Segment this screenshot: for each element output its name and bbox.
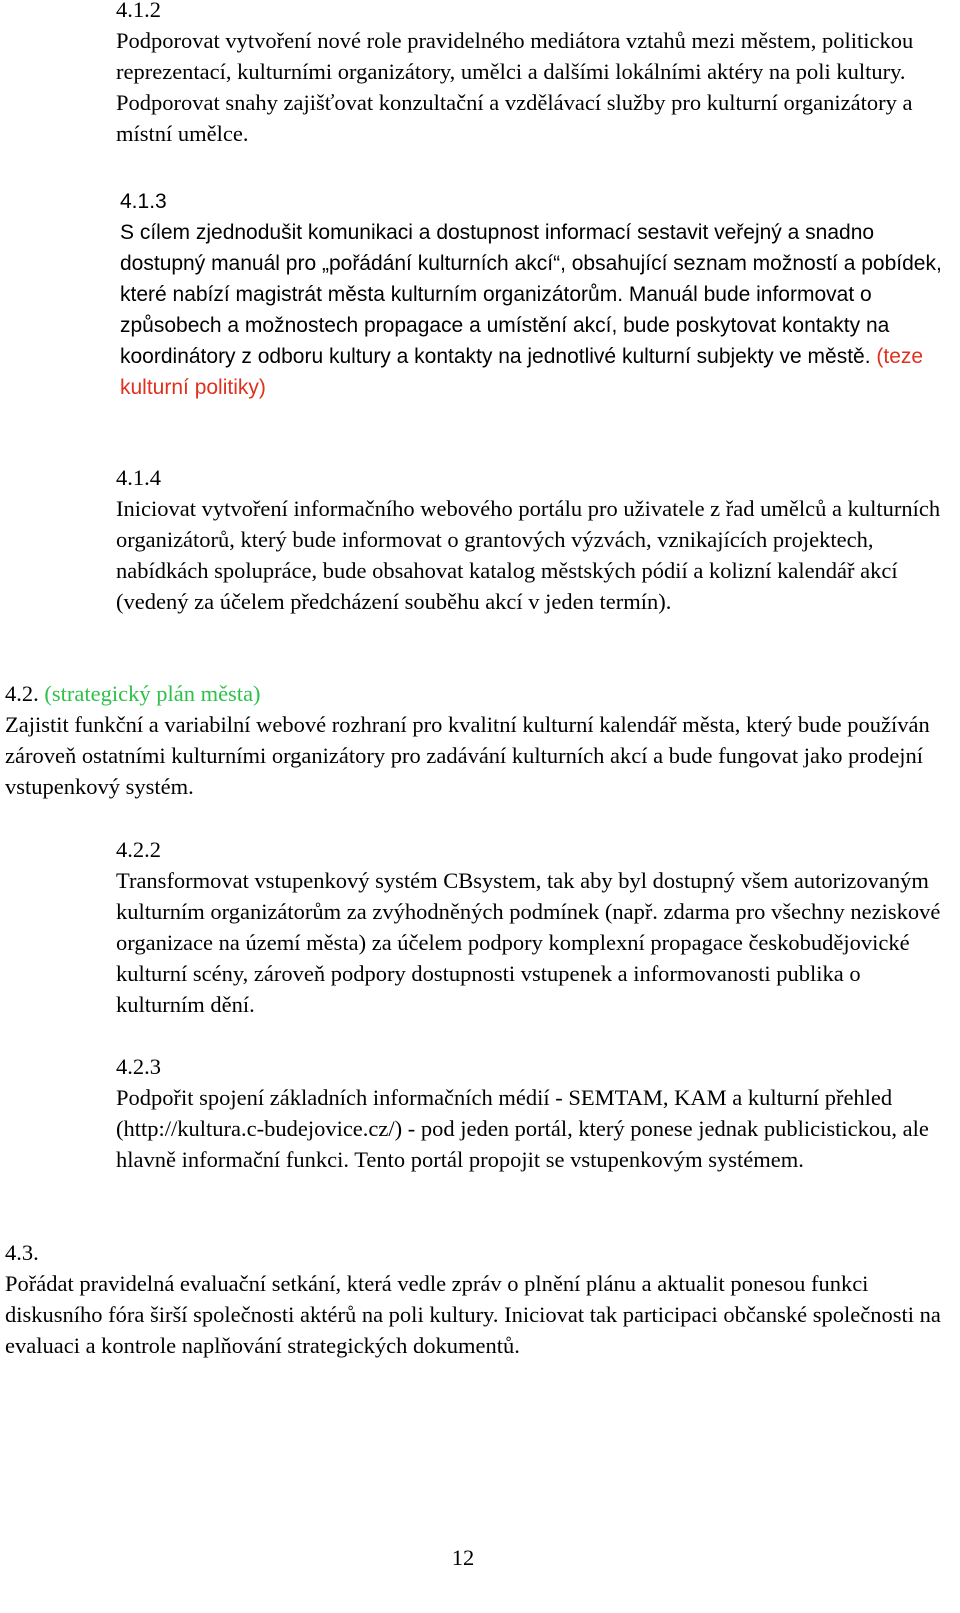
section-4-1-3: [120, 186, 950, 403]
section-4-2: [5, 678, 950, 802]
section-text: Transformovat vstupenkový systém CBsystem, tak aby byl dostupný všem autorizovaným kulturním organizátorům za zvýhodněných podmínek (např. zdarma pro všechny neziskové organizace na území města) za účelem podpory komplexní propagace českobudějovické kulturní scény, zároveň podpory dostupnosti vstupenek a informovanosti publika o kulturním dění.: [116, 868, 941, 1017]
section-text: Podpořit spojení základních informačních médií - SEMTAM, KAM a kulturní přehled (http://kultura.c-budejovice.cz/) - pod jeden portál, který ponese jednak publicistickou, ale hlavně informační funkci. Tento portál propojit se vstupenkovým systémem.: [116, 1085, 929, 1172]
section-number: 4.2.2: [116, 837, 161, 862]
section-4-2-2: [116, 834, 950, 1020]
source-note: (strategický plán města): [44, 681, 261, 706]
page-number: 12: [451, 1545, 475, 1570]
section-number: 4.2.: [5, 681, 39, 706]
section-text: Podporovat vytvoření nové role pravidelného mediátora vztahů mezi městem, politickou reprezentací, kulturními organizátory, umělci a dalšími lokálními aktéry na poli kultury. Podporovat snahy zajišťovat konzultační a vzdělávací služby pro kulturní organizátory a místní umělce.: [116, 28, 914, 146]
section-number: 4.1.3: [120, 190, 167, 213]
section-text: Pořádat pravidelná evaluační setkání, která vedle zpráv o plnění plánu a aktualit ponesou funkci diskusního fóra širší společnosti aktérů na poli kultury. Iniciovat tak participaci občanské společnosti na evaluaci a kontrole naplňování strategických dokumentů.: [5, 1271, 941, 1358]
section-4-2-3: [116, 1051, 950, 1175]
section-4-1-2: [116, 0, 946, 149]
section-text: S cílem zjednodušit komunikaci a dostupnost informací sestavit veřejný a snadno dostupný manuál pro „pořádání kulturních akcí“, obsahující seznam možností a pobídek, které nabízí magistrát města kulturním organizátorům. Manuál bude informovat o způsobech a možnostech propagace a umístění akcí, bude poskytovat kontakty na koordinátory z odboru kultury a kontakty na jednotlivé kulturní subjekty ve městě.: [120, 221, 942, 368]
section-text: Iniciovat vytvoření informačního webového portálu pro uživatele z řad umělců a kulturních organizátorů, který bude informovat o grantových výzvách, vznikajících projektech, nabídkách spolupráce, bude obsahovat katalog městských pódií a kolizní kalendář akcí (vedený za účelem předcházení souběhu akcí v jeden termín).: [116, 496, 941, 614]
section-4-1-4: [116, 462, 946, 617]
section-number: 4.1.2: [116, 0, 161, 22]
section-number: 4.3.: [5, 1240, 39, 1265]
section-heading: [5, 678, 950, 709]
section-number: 4.2.3: [116, 1054, 161, 1079]
section-4-3: [5, 1237, 950, 1361]
section-body: [120, 217, 950, 403]
source-note: (teze kulturní politiky): [120, 345, 924, 399]
section-text: Zajistit funkční a variabilní webové rozhraní pro kvalitní kulturní kalendář města, který bude používán zároveň ostatními kulturními organizátory pro zadávání kulturních akcí a bude fungovat jako prodejní vstupenkový systém.: [5, 712, 930, 799]
section-number: 4.1.4: [116, 465, 161, 490]
